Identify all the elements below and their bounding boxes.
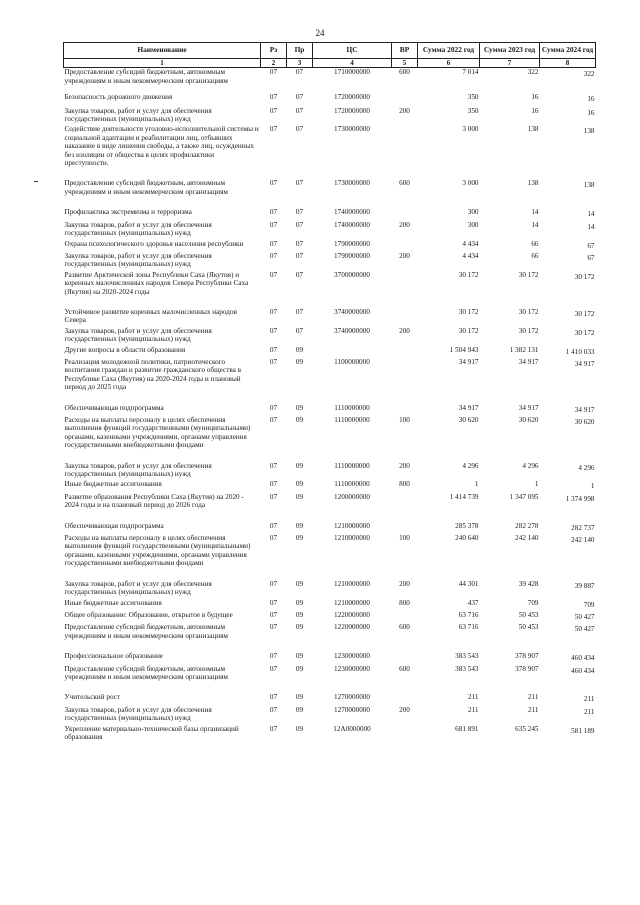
col-header-name: Наименование xyxy=(64,43,261,59)
table-cell-rz: 07 xyxy=(269,93,278,102)
table-cell-rz: 07 xyxy=(269,179,278,188)
table-cell-sum2022: 3 000 xyxy=(462,125,479,134)
table-cell-sum2022: 240 640 xyxy=(455,534,479,543)
table-cell-vr: 200 xyxy=(399,251,410,260)
table-cell-name: Предоставление субсидий бюджетным, автономным учреждениям и иным некоммерческим организациям xyxy=(64,68,228,85)
table-cell-vr: 200 xyxy=(399,461,410,470)
table-cell-sum2022: 383 543 xyxy=(455,652,479,661)
table-cell-cs: 12А0000000 xyxy=(333,724,371,733)
table-cell-name: Расходы на выплаты персоналу в целях обеспечения выполнения функций государственными (муниципальными) органами, казенными учреждениями, органами управления государственными внебюджетными фондами xyxy=(64,416,251,450)
table-cell-sum2023: 138 xyxy=(527,125,539,134)
table-cell-pr: 07 xyxy=(295,270,304,279)
table-cell-sum2024: 16 xyxy=(587,95,595,104)
table-cell-sum2024: 34 917 xyxy=(574,405,595,414)
table-cell-sum2024: 211 xyxy=(583,707,595,716)
table-cell-cs: 1270000000 xyxy=(334,693,370,702)
table-row xyxy=(64,68,596,93)
table-row xyxy=(64,462,596,481)
table-cell-sum2023: 282 278 xyxy=(515,521,539,530)
table-cell-name: Обеспечивающая подпрограмма xyxy=(64,403,164,412)
table-cell-sum2022: 7 014 xyxy=(462,68,479,77)
table-cell-vr xyxy=(392,652,418,664)
table-cell-sum2022: 30 172 xyxy=(458,307,479,316)
table-cell-sum2023: 242 140 xyxy=(515,534,539,543)
table-cell-sum2023: 14 xyxy=(531,208,539,217)
table-cell-name: Закупка товаров, работ и услуг для обеспечения государственных (муниципальных) нужд xyxy=(64,220,212,238)
table-cell-sum2022: 63 716 xyxy=(458,610,479,619)
table-cell-sum2023: 39 428 xyxy=(518,579,539,588)
table-cell-vr xyxy=(392,240,418,252)
table-cell-sum2022: 34 917 xyxy=(458,403,479,412)
margin-mark xyxy=(34,181,38,182)
table-cell-sum2024: 4 296 xyxy=(578,463,595,472)
table-cell-cs: 1210000000 xyxy=(334,521,370,530)
table-cell-pr: 09 xyxy=(295,416,304,424)
table-cell-rz: 07 xyxy=(269,106,278,115)
table-cell-vr xyxy=(392,346,418,358)
table-cell-name: Содействие деятельности уголовно-исполнительной системы и социальной адаптации и реабилитации лиц, отбывших наказание в виде лишения свободы, а также лиц, осужденных без изоляции от общества в целях профилактики преступности. xyxy=(64,125,259,168)
table-cell-vr: 800 xyxy=(399,480,410,489)
table-cell-pr: 09 xyxy=(295,664,304,673)
table-cell-sum2023: 1 xyxy=(534,480,539,489)
table-cell-cs: 1200000000 xyxy=(334,492,370,501)
table-cell-sum2024: 30 620 xyxy=(574,418,595,426)
table-cell-sum2022: 1 504 943 xyxy=(449,345,479,354)
table-cell-pr: 09 xyxy=(295,403,304,412)
table-cell-vr: 600 xyxy=(399,68,410,77)
table-row xyxy=(64,358,596,404)
table-cell-cs: 3740000000 xyxy=(334,307,370,316)
table-cell-pr: 07 xyxy=(295,220,304,229)
table-cell-sum2023: 211 xyxy=(527,693,539,702)
table-cell-name: Развитие Арктической зоны Республики Саха (Якутия) и коренных малочисленных народов Севера Республики Саха (Якутия) на 2020-2024 годы xyxy=(64,270,249,296)
col-header-sum2022: Сумма 2022 год xyxy=(418,43,480,59)
table-cell-name: Другие вопросы в области образования xyxy=(64,345,186,354)
table-cell-sum2022: 350 xyxy=(467,106,479,115)
table-cell-vr: 100 xyxy=(399,534,410,543)
table-cell-pr: 09 xyxy=(295,693,304,702)
table-cell-sum2022: 4 434 xyxy=(462,251,479,260)
table-cell-sum2024: 211 xyxy=(583,695,595,704)
table-cell-sum2024: 242 140 xyxy=(571,536,595,545)
table-cell-vr xyxy=(392,358,418,404)
table-cell-sum2024: 50 427 xyxy=(574,612,595,621)
table-cell-sum2022: 44 301 xyxy=(458,579,479,588)
table-cell-name: Предоставление субсидий бюджетным, автономным учреждениям и иным некоммерческим организациям xyxy=(64,664,228,681)
table-row xyxy=(64,240,596,252)
table-cell-rz: 07 xyxy=(269,220,278,229)
table-row xyxy=(64,665,596,694)
table-cell-sum2022: 4 434 xyxy=(462,239,479,248)
table-cell-sum2024: 1 374 998 xyxy=(565,494,595,503)
table-row xyxy=(64,580,596,599)
table-cell-rz: 07 xyxy=(269,125,278,134)
table-cell-rz: 07 xyxy=(269,623,278,632)
table-cell-name: Закупка товаров, работ и услуг для обеспечения государственных (муниципальных) нужд xyxy=(64,106,212,124)
table-cell-name: Устойчивое развитие коренных малочисленных народов Севера xyxy=(64,307,237,325)
col-header-sum2024: Сумма 2024 год xyxy=(540,43,596,59)
table-body xyxy=(64,68,596,741)
table-cell-cs: 1790000000 xyxy=(334,251,370,260)
table-cell-vr: 100 xyxy=(399,416,410,424)
table-cell-vr xyxy=(392,271,418,308)
table-row xyxy=(64,725,596,742)
table-row xyxy=(64,125,596,179)
table-cell-vr xyxy=(392,308,418,327)
table-cell-name: Обеспечивающая подпрограмма xyxy=(64,521,164,530)
column-index-row xyxy=(64,59,596,68)
table-cell-sum2023: 378 907 xyxy=(515,664,539,673)
table-row xyxy=(64,346,596,358)
table-row xyxy=(64,623,596,652)
table-cell-cs: 1740000000 xyxy=(334,220,370,229)
table-cell-rz: 07 xyxy=(269,492,278,501)
table-cell-sum2022: 63 716 xyxy=(458,623,479,632)
table-cell-name: Расходы на выплаты персоналу в целях обеспечения выполнения функций государственными (муниципальными) органами, казенными учреждениями, органами управления государственными внебюджетными фондами xyxy=(64,534,251,568)
col-header-rz: Рз xyxy=(261,43,287,59)
column-index: 1 xyxy=(64,59,261,68)
table-cell-pr: 09 xyxy=(295,357,304,366)
table-cell-sum2024: 67 xyxy=(587,241,595,250)
table-row xyxy=(64,404,596,416)
table-cell-name: Закупка товаров, работ и услуг для обеспечения государственных (муниципальных) нужд xyxy=(64,461,212,479)
table-cell-pr: 09 xyxy=(295,724,304,733)
table-cell-rz: 07 xyxy=(269,357,278,366)
table-cell-sum2022: 681 891 xyxy=(455,724,479,733)
table-cell-sum2023: 138 xyxy=(527,179,539,188)
table-cell-cs: 1210000000 xyxy=(334,598,370,607)
col-header-cs: ЦС xyxy=(313,43,392,59)
table-cell-name: Закупка товаров, работ и услуг для обеспечения государственных (муниципальных) нужд xyxy=(64,705,212,723)
table-cell-vr xyxy=(392,208,418,220)
table-cell-cs: 1730000000 xyxy=(334,125,370,134)
table-cell-name: Профессиональное образование xyxy=(64,652,164,661)
table-cell-sum2023: 30 620 xyxy=(518,416,539,424)
table-row xyxy=(64,693,596,705)
table-cell-cs: 1730000000 xyxy=(334,179,370,188)
table-cell-sum2024: 322 xyxy=(583,70,595,79)
table-cell-sum2024: 39 887 xyxy=(574,581,595,590)
table-cell-sum2023: 635 245 xyxy=(515,724,539,733)
table-cell-name: Закупка товаров, работ и услуг для обеспечения государственных (муниципальных) нужд xyxy=(64,326,212,344)
table-cell-cs: 1110000000 xyxy=(334,416,370,424)
table-cell-vr xyxy=(392,125,418,179)
table-cell-vr xyxy=(392,725,418,742)
table-cell-rz: 07 xyxy=(269,579,278,588)
table-cell-sum2023: 66 xyxy=(531,251,539,260)
table-cell-vr: 200 xyxy=(399,106,410,115)
table-row xyxy=(64,611,596,623)
table-cell-sum2024: 30 172 xyxy=(574,272,595,281)
column-index: 3 xyxy=(287,59,313,68)
table-cell-sum2024: 1 410 033 xyxy=(565,347,595,356)
table-cell-pr: 09 xyxy=(295,610,304,619)
table-cell-sum2023: 34 917 xyxy=(518,357,539,366)
table-cell-cs xyxy=(313,346,392,358)
col-header-pr: Пр xyxy=(287,43,313,59)
table-cell-sum2023: 50 453 xyxy=(518,623,539,632)
table-cell-name: Укрепление материально-технической базы организаций образования xyxy=(64,724,239,741)
table-cell-sum2024: 1 xyxy=(590,482,595,491)
table-cell-rz: 07 xyxy=(269,521,278,530)
table-cell-cs: 1720000000 xyxy=(334,93,370,102)
column-index: 5 xyxy=(392,59,418,68)
table-cell-sum2023: 34 917 xyxy=(518,403,539,412)
column-index: 6 xyxy=(418,59,480,68)
table-row xyxy=(64,208,596,220)
table-row xyxy=(64,652,596,664)
table-cell-sum2024: 30 172 xyxy=(574,328,595,337)
table-cell-name: Предоставление субсидий бюджетным, автономным учреждениям и иным некоммерческим организациям xyxy=(64,179,228,196)
table-row xyxy=(64,308,596,327)
table-cell-sum2022: 30 172 xyxy=(458,326,479,335)
table-cell-vr: 600 xyxy=(399,664,410,673)
table-cell-pr: 09 xyxy=(295,345,304,354)
table-cell-pr: 07 xyxy=(295,307,304,316)
table-cell-sum2023: 211 xyxy=(527,705,539,714)
table-cell-cs: 1710000000 xyxy=(334,68,370,77)
table-cell-sum2024: 34 917 xyxy=(574,359,595,368)
col-header-sum2023: Сумма 2023 год xyxy=(480,43,540,59)
table-cell-pr: 09 xyxy=(295,579,304,588)
table-cell-sum2023: 709 xyxy=(527,598,539,607)
table-cell-cs: 1790000000 xyxy=(334,239,370,248)
table-cell-cs: 1230000000 xyxy=(334,652,370,661)
table-cell-sum2023: 66 xyxy=(531,239,539,248)
table-cell-vr xyxy=(392,93,418,106)
table-cell-sum2022: 1 414 739 xyxy=(449,492,479,501)
table-cell-pr: 09 xyxy=(295,480,304,489)
table-cell-sum2023: 4 296 xyxy=(522,461,539,470)
table-cell-sum2022: 30 172 xyxy=(458,270,479,279)
table-cell-cs: 1110000000 xyxy=(334,403,370,412)
table-cell-vr: 600 xyxy=(399,623,410,632)
table-row xyxy=(64,522,596,534)
table-row xyxy=(64,534,596,580)
table-cell-vr xyxy=(392,404,418,416)
table-cell-rz: 07 xyxy=(269,251,278,260)
table-row xyxy=(64,107,596,126)
table-cell-rz: 07 xyxy=(269,664,278,673)
table-row xyxy=(64,252,596,271)
table-cell-pr: 09 xyxy=(295,492,304,501)
table-cell-sum2024: 14 xyxy=(587,210,595,219)
table-row xyxy=(64,599,596,611)
table-cell-rz: 07 xyxy=(269,416,278,424)
table-cell-sum2022: 3 000 xyxy=(462,179,479,188)
table-cell-cs: 1230000000 xyxy=(334,664,370,673)
table-cell-pr: 07 xyxy=(295,326,304,335)
table-cell-vr: 200 xyxy=(399,220,410,229)
table-cell-rz: 07 xyxy=(269,68,278,77)
table-cell-pr: 09 xyxy=(295,598,304,607)
table-cell-name: Иные бюджетные ассигнования xyxy=(64,598,162,607)
table-cell-cs: 3740000000 xyxy=(334,326,370,335)
table-cell-sum2023: 322 xyxy=(527,68,539,77)
table-cell-cs: 3700000000 xyxy=(334,270,370,279)
table-cell-vr: 200 xyxy=(399,326,410,335)
column-index: 7 xyxy=(480,59,540,68)
table-cell-pr: 07 xyxy=(295,93,304,102)
table-row xyxy=(64,271,596,308)
table-cell-cs: 1220000000 xyxy=(334,623,370,632)
table-cell-sum2022: 211 xyxy=(467,705,479,714)
table-cell-vr xyxy=(392,611,418,623)
table-cell-sum2024: 282 737 xyxy=(571,523,595,532)
table-cell-sum2022: 383 543 xyxy=(455,664,479,673)
table-cell-sum2022: 285 378 xyxy=(455,521,479,530)
table-cell-pr: 07 xyxy=(295,125,304,134)
table-cell-sum2024: 30 172 xyxy=(574,309,595,318)
table-cell-name: Предоставление субсидий бюджетным, автономным учреждениям и иным некоммерческим организациям xyxy=(64,623,228,640)
table-cell-rz: 07 xyxy=(269,598,278,607)
table-row xyxy=(64,493,596,522)
table-cell-rz: 07 xyxy=(269,239,278,248)
table-cell-rz: 07 xyxy=(269,208,278,217)
table-cell-name: Реализация молодежной политики, патриотического воспитания граждан и развитие гражданского общества в Республике Саха (Якутия) на 2020-2024 годы и плановый период до 2025 года xyxy=(64,357,242,392)
table-cell-rz: 07 xyxy=(269,610,278,619)
table-cell-cs: 1100000000 xyxy=(334,357,370,366)
table-cell-sum2023: 30 172 xyxy=(518,326,539,335)
table-cell-rz: 07 xyxy=(269,461,278,470)
column-index: 2 xyxy=(261,59,287,68)
table-cell-pr: 09 xyxy=(295,534,304,543)
column-index: 8 xyxy=(540,59,596,68)
table-cell-vr: 200 xyxy=(399,705,410,714)
table-cell-sum2024: 460 434 xyxy=(571,666,595,675)
table-cell-rz: 07 xyxy=(269,270,278,279)
table-row xyxy=(64,221,596,240)
table-cell-cs: 1110000000 xyxy=(334,480,370,489)
table-cell-rz: 07 xyxy=(269,652,278,661)
table-cell-cs: 1740000000 xyxy=(334,208,370,217)
table-cell-vr xyxy=(392,522,418,534)
table-cell-name: Закупка товаров, работ и услуг для обеспечения государственных (муниципальных) нужд xyxy=(64,251,212,269)
table-cell-rz: 07 xyxy=(269,724,278,733)
table-cell-sum2024: 67 xyxy=(587,253,595,262)
table-cell-rz: 07 xyxy=(269,705,278,714)
table-cell-pr: 07 xyxy=(295,208,304,217)
table-cell-vr: 200 xyxy=(399,579,410,588)
table-cell-sum2022: 350 xyxy=(467,93,479,102)
table-cell-pr: 07 xyxy=(295,251,304,260)
table-cell-pr: 09 xyxy=(295,461,304,470)
table-cell-sum2023: 30 172 xyxy=(518,270,539,279)
table-cell-cs: 1110000000 xyxy=(334,461,370,470)
table-cell-rz: 07 xyxy=(269,403,278,412)
table-cell-vr: 800 xyxy=(399,598,410,607)
table-cell-pr: 07 xyxy=(295,68,304,77)
table-cell-name: Общее образование: Образование, открытое в будущее xyxy=(64,610,233,619)
table-cell-sum2022: 34 917 xyxy=(458,357,479,366)
table-cell-vr xyxy=(392,693,418,705)
table-cell-sum2023: 1 347 095 xyxy=(509,492,539,501)
table-cell-sum2024: 138 xyxy=(583,127,595,136)
table-cell-sum2022: 211 xyxy=(467,693,479,702)
table-cell-rz: 07 xyxy=(269,693,278,702)
table-cell-rz: 07 xyxy=(269,307,278,316)
table-cell-name: Учительский рост xyxy=(64,693,121,702)
table-row xyxy=(64,480,596,492)
table-cell-sum2024: 16 xyxy=(587,108,595,117)
table-row xyxy=(64,327,596,346)
table-cell-sum2023: 16 xyxy=(531,106,539,115)
table-cell-name: Закупка товаров, работ и услуг для обеспечения государственных (муниципальных) нужд xyxy=(64,579,212,597)
table-cell-sum2024: 581 189 xyxy=(571,726,595,735)
table-cell-name: Развитие образования Республики Саха (Якутия) на 2020 - 2024 годы и на плановый период до 2026 года xyxy=(64,492,244,510)
table-cell-sum2023: 378 907 xyxy=(515,652,539,661)
table-cell-sum2024: 138 xyxy=(583,181,595,190)
table-cell-name: Профилактика экстремизма и терроризма xyxy=(64,208,192,217)
table-cell-name: Охрана психологического здоровья населения республики xyxy=(64,239,244,248)
table-cell-sum2022: 1 xyxy=(474,480,479,489)
table-cell-rz: 07 xyxy=(269,326,278,335)
table-cell-sum2022: 4 296 xyxy=(462,461,479,470)
table-cell-pr: 09 xyxy=(295,623,304,632)
table-cell-sum2023: 30 172 xyxy=(518,307,539,316)
table-cell-pr: 07 xyxy=(295,179,304,188)
table-cell-pr: 07 xyxy=(295,106,304,115)
table-cell-rz: 07 xyxy=(269,345,278,354)
table-row xyxy=(64,706,596,725)
table-cell-sum2024: 460 434 xyxy=(571,654,595,663)
column-index: 4 xyxy=(313,59,392,68)
table-cell-pr: 09 xyxy=(295,521,304,530)
table-cell-vr: 600 xyxy=(399,179,410,188)
table-cell-cs: 1210000000 xyxy=(334,579,370,588)
table-cell-sum2022: 437 xyxy=(467,598,479,607)
table-cell-sum2023: 1 382 131 xyxy=(509,345,539,354)
table-cell-sum2024: 14 xyxy=(587,222,595,231)
budget-table xyxy=(63,42,596,741)
table-cell-pr: 09 xyxy=(295,705,304,714)
table-cell-cs: 1720000000 xyxy=(334,106,370,115)
table-cell-sum2023: 50 453 xyxy=(518,610,539,619)
page-number: 24 xyxy=(315,28,325,38)
table-cell-name: Иные бюджетные ассигнования xyxy=(64,480,162,489)
table-cell-sum2023: 16 xyxy=(531,93,539,102)
table-cell-sum2023: 14 xyxy=(531,220,539,229)
table-cell-sum2022: 300 xyxy=(467,220,479,229)
table-cell-vr xyxy=(392,493,418,522)
table-cell-cs: 1270000000 xyxy=(334,705,370,714)
table-cell-sum2022: 30 620 xyxy=(458,416,479,424)
table-cell-rz: 07 xyxy=(269,480,278,489)
table-cell-sum2022: 300 xyxy=(467,208,479,217)
table-cell-pr: 09 xyxy=(295,652,304,661)
table-cell-rz: 07 xyxy=(269,534,278,543)
table-cell-sum2024: 50 427 xyxy=(574,625,595,634)
header-row xyxy=(64,43,596,59)
table-row xyxy=(64,179,596,208)
table-cell-cs: 1210000000 xyxy=(334,534,370,543)
table-cell-cs: 1220000000 xyxy=(334,610,370,619)
col-header-vr: ВР xyxy=(392,43,418,59)
table-row xyxy=(64,93,596,106)
table-cell-pr: 07 xyxy=(295,239,304,248)
table-cell-name: Безопасность дорожного движения xyxy=(64,93,173,102)
table-cell-sum2024: 709 xyxy=(583,600,595,609)
table-row xyxy=(64,416,596,462)
